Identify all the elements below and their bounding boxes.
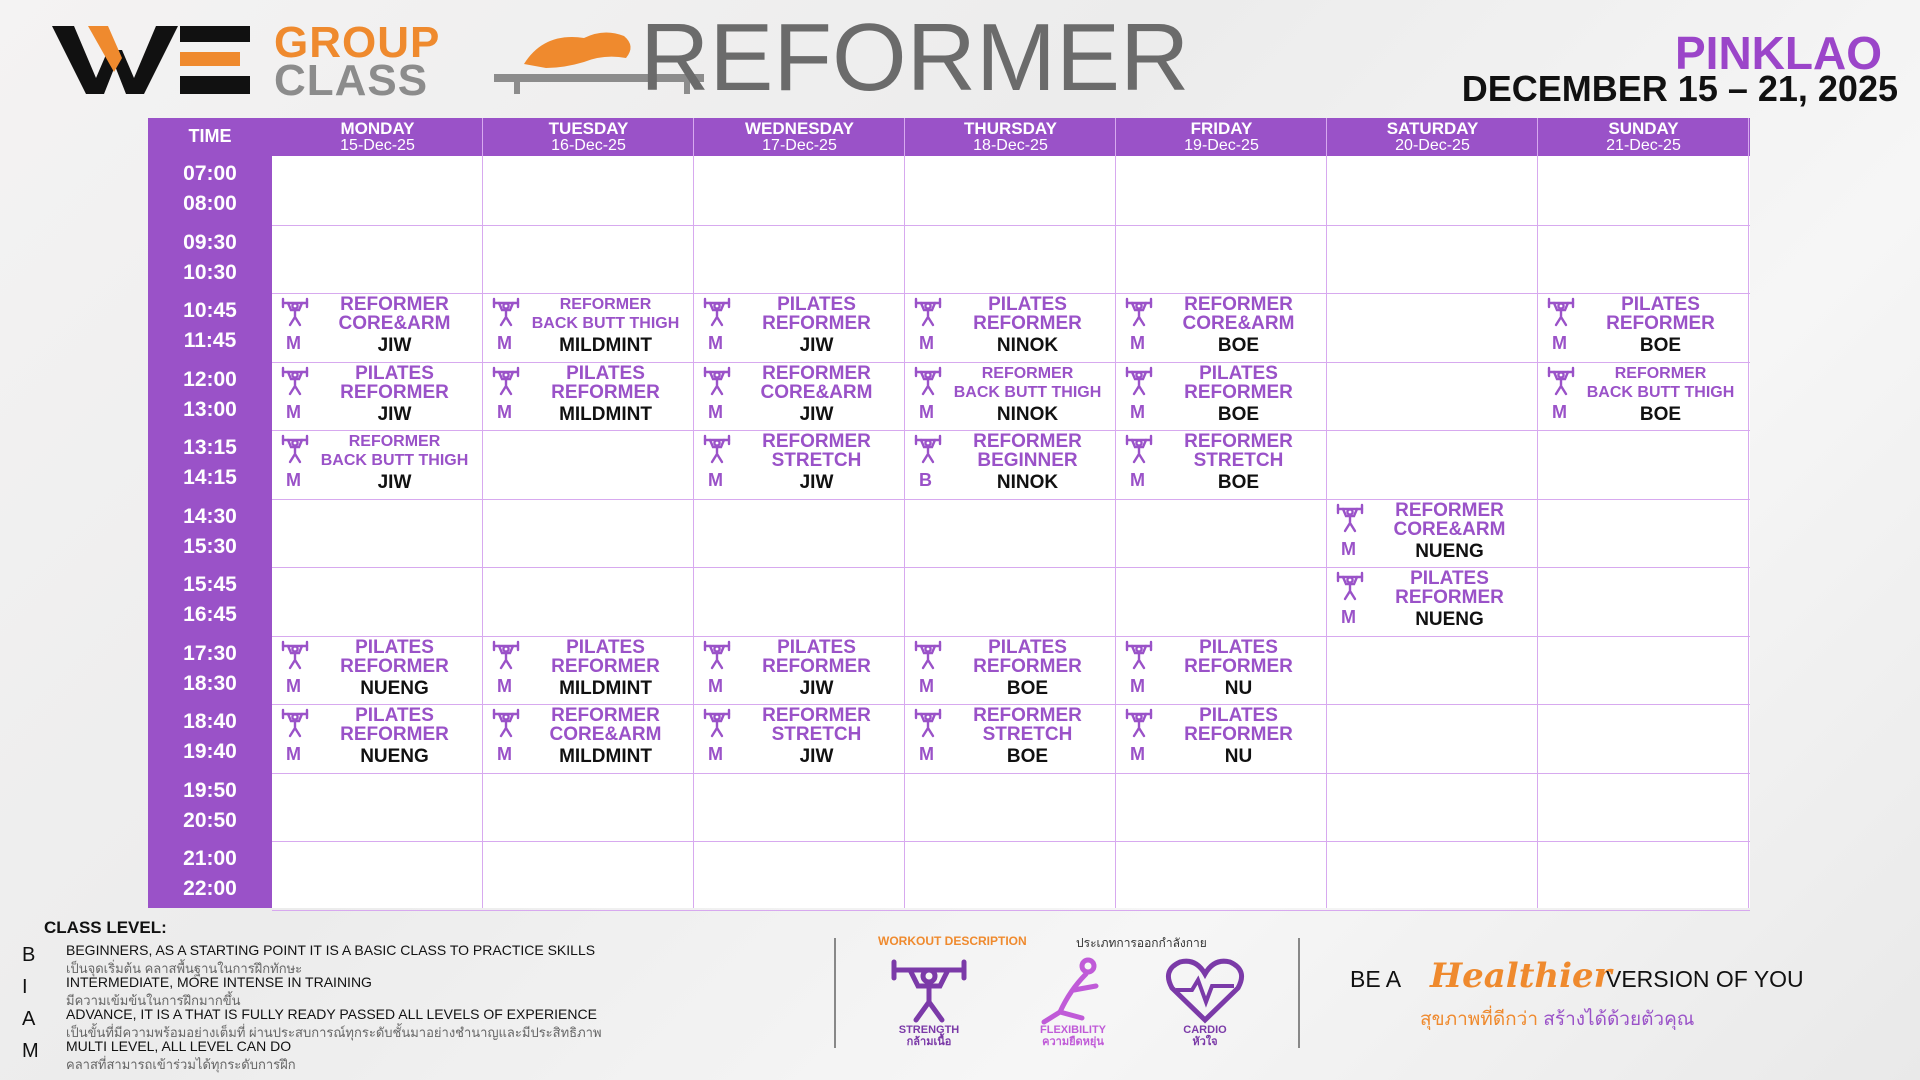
class-level-badge: M xyxy=(919,675,934,696)
class-name-line1: PILATES xyxy=(566,636,645,658)
class-cell[interactable] xyxy=(1116,704,1327,772)
class-level-badge: M xyxy=(497,675,512,696)
trainer-name: BOE xyxy=(1217,403,1260,425)
grid-line xyxy=(1748,118,1749,908)
time-label: 09:30 xyxy=(183,230,237,254)
day-name: FRIDAY xyxy=(1190,119,1253,138)
class-name-line2: REFORMER xyxy=(1606,313,1715,334)
day-header-wednesday xyxy=(694,118,905,156)
trainer-name: NINOK xyxy=(996,335,1059,356)
day-header-monday xyxy=(272,118,483,156)
workout-label-en: STRENGTH xyxy=(898,1024,960,1036)
class-name-line2: REFORMER xyxy=(340,724,449,745)
class-cell[interactable] xyxy=(1327,567,1538,635)
strength-icon xyxy=(491,640,521,670)
class-name-line2: REFORMER xyxy=(551,381,660,403)
class-name-line1: REFORMER xyxy=(1614,364,1707,382)
class-level-badge: M xyxy=(286,675,301,696)
trainer-name: NINOK xyxy=(996,403,1059,425)
trainer-name: MILDMINT xyxy=(559,403,652,425)
trainer-name: JIW xyxy=(799,472,834,493)
class-name-line2: CORE&ARM xyxy=(549,724,662,745)
strength-icon xyxy=(280,297,310,327)
class-name-line1: REFORMER xyxy=(762,705,871,726)
tagline-post: VERSION OF YOU xyxy=(1606,966,1804,992)
time-label: 11:45 xyxy=(183,329,237,352)
class-cell[interactable] xyxy=(694,362,905,430)
strength-icon xyxy=(491,708,521,738)
day-name: MONDAY xyxy=(340,119,415,138)
class-name-line1: PILATES xyxy=(988,636,1067,658)
workout-label-en: CARDIO xyxy=(1183,1024,1227,1036)
class-name-line2: REFORMER xyxy=(973,655,1082,677)
cardio-label xyxy=(1145,1024,1265,1048)
class-level-badge: M xyxy=(286,333,301,353)
day-name: SUNDAY xyxy=(1608,119,1679,138)
class-level-badge: M xyxy=(1130,333,1145,353)
class-name-line1: PILATES xyxy=(1199,636,1278,658)
day-header-sunday xyxy=(1538,118,1749,156)
class-level-badge: M xyxy=(286,470,301,490)
class-cell[interactable] xyxy=(483,704,694,772)
time-column xyxy=(148,118,272,908)
strength-icon xyxy=(1124,366,1154,396)
class-name-line2: REFORMER xyxy=(551,655,660,677)
strength-icon xyxy=(1335,503,1365,533)
class-name-line1: PILATES xyxy=(988,294,1067,315)
class-cell[interactable] xyxy=(905,704,1116,772)
class-level-badge: M xyxy=(708,333,723,353)
class-name-line1: PILATES xyxy=(355,636,434,658)
trainer-name: NUENG xyxy=(360,677,429,699)
strength-icon xyxy=(913,708,943,738)
class-name-line2: STRETCH xyxy=(1193,450,1284,471)
trainer-name: NUENG xyxy=(360,746,429,767)
class-name-line2: REFORMER xyxy=(340,381,449,403)
class-name-line2: REFORMER xyxy=(340,655,449,677)
class-name-line2: REFORMER xyxy=(762,313,871,334)
class-level-badge: M xyxy=(1552,333,1567,353)
class-name-line2: REFORMER xyxy=(1184,381,1293,403)
tagline-thai-a: สุขภาพที่ดีกว่า xyxy=(1420,1009,1539,1030)
class-cell[interactable] xyxy=(905,362,1116,430)
grid-line xyxy=(904,118,905,908)
grid-line xyxy=(272,910,1750,911)
grid-line xyxy=(482,118,483,908)
class-name-line1: REFORMER xyxy=(340,294,449,315)
level-description-thai: คลาสที่สามารถเข้าร่วมได้ทุกระดับการฝึก xyxy=(66,1057,296,1072)
trainer-name: MILDMINT xyxy=(559,335,652,356)
class-cell[interactable] xyxy=(1327,499,1538,567)
level-description-thai: เป็นจุดเริ่มต้น คลาสพื้นฐานในการฝึกทักษะ xyxy=(66,961,303,976)
time-label: 10:45 xyxy=(183,299,237,322)
class-name-line1: PILATES xyxy=(566,362,645,384)
trainer-name: BOE xyxy=(1217,472,1260,493)
class-text: CLASS xyxy=(274,56,429,105)
class-cell[interactable] xyxy=(483,362,694,430)
time-label: 07:00 xyxy=(183,162,237,185)
class-level-badge: M xyxy=(1130,744,1145,764)
class-name-line2: CORE&ARM xyxy=(338,313,451,334)
time-label: 19:50 xyxy=(183,778,237,802)
class-name-line1: PILATES xyxy=(1621,294,1700,315)
strength-icon xyxy=(1124,640,1154,670)
time-label: 08:00 xyxy=(183,192,237,215)
time-label: 12:00 xyxy=(183,367,237,391)
day-header-tuesday xyxy=(483,118,694,156)
class-name-line2: REFORMER xyxy=(1184,655,1293,677)
time-label: 17:30 xyxy=(183,641,237,665)
class-level-badge: M xyxy=(708,401,723,422)
class-cell[interactable] xyxy=(272,293,483,361)
time-label: 15:45 xyxy=(183,573,237,596)
day-name: TUESDAY xyxy=(548,119,629,138)
strength-icon xyxy=(913,434,943,464)
class-level-badge: M xyxy=(1130,675,1145,696)
flexibility-icon xyxy=(1030,956,1116,1026)
trainer-name: BOE xyxy=(1639,403,1682,425)
day-date: 16-Dec-25 xyxy=(551,137,626,154)
class-name-line1: PILATES xyxy=(1199,705,1278,726)
class-level-badge: M xyxy=(919,333,934,353)
class-cell[interactable] xyxy=(905,293,1116,361)
level-description: INTERMEDIATE, MORE INTENSE IN TRAINING xyxy=(66,974,372,990)
time-label: 15:30 xyxy=(183,534,237,558)
class-cell[interactable] xyxy=(694,430,905,498)
trainer-name: JIW xyxy=(799,335,834,356)
day-name: WEDNESDAY xyxy=(745,119,854,138)
time-label: 18:40 xyxy=(183,710,237,733)
time-label: 16:45 xyxy=(183,603,237,626)
level-letter: A xyxy=(22,1008,36,1030)
day-date: 18-Dec-25 xyxy=(973,137,1048,154)
time-label: 19:40 xyxy=(183,740,237,763)
class-level-badge: M xyxy=(708,744,723,764)
trainer-name: BOE xyxy=(1006,746,1049,767)
class-name-line2: BEGINNER xyxy=(977,450,1078,471)
class-name-line2: REFORMER xyxy=(973,313,1082,334)
trainer-name: NU xyxy=(1224,746,1253,767)
class-name-line2: BACK BUTT THIGH xyxy=(531,315,680,332)
strength-icon xyxy=(913,297,943,327)
strength-icon xyxy=(886,956,972,1026)
tagline-pre: BE A xyxy=(1350,966,1402,992)
class-cell[interactable] xyxy=(272,636,483,704)
trainer-name: JIW xyxy=(799,403,834,425)
class-name-line1: REFORMER xyxy=(973,431,1082,452)
class-level-badge: M xyxy=(919,401,934,422)
class-level-badge: M xyxy=(708,675,723,696)
strength-icon xyxy=(702,640,732,670)
class-cell[interactable] xyxy=(694,293,905,361)
workout-label-th: ความยืดหยุ่น xyxy=(1042,1036,1104,1048)
time-label: 22:00 xyxy=(183,877,237,900)
class-name-line2: BACK BUTT THIGH xyxy=(320,452,469,469)
class-name-line1: REFORMER xyxy=(559,296,652,313)
level-letter: B xyxy=(22,944,36,966)
class-level-badge: M xyxy=(919,744,934,764)
strength-icon xyxy=(1124,297,1154,327)
trainer-name: JIW xyxy=(799,677,834,699)
time-label: 21:00 xyxy=(183,847,237,870)
strength-icon xyxy=(913,640,943,670)
class-name-line1: PILATES xyxy=(777,636,856,658)
class-name-line1: REFORMER xyxy=(762,431,871,452)
reformer-title: REFORMER xyxy=(640,4,1190,111)
day-date: 21-Dec-25 xyxy=(1606,137,1681,154)
grid-line xyxy=(272,773,1750,774)
class-cell[interactable] xyxy=(483,636,694,704)
class-level-badge: M xyxy=(497,744,512,764)
trainer-name: NU xyxy=(1224,677,1253,699)
workout-title-th: ประเภทการออกกำลังกาย xyxy=(1076,936,1207,950)
class-name-line2: REFORMER xyxy=(1184,724,1293,745)
class-level-badge: M xyxy=(1130,470,1145,490)
strength-icon xyxy=(1546,297,1576,327)
day-date: 20-Dec-25 xyxy=(1395,137,1470,154)
class-cell[interactable] xyxy=(905,636,1116,704)
strength-icon xyxy=(491,366,521,396)
class-level-badge: M xyxy=(286,401,301,422)
level-letter: M xyxy=(22,1040,39,1062)
class-cell[interactable] xyxy=(1116,430,1327,498)
class-level-title: CLASS LEVEL: xyxy=(44,918,167,937)
class-name-line1: REFORMER xyxy=(1184,294,1293,315)
class-level-badge: M xyxy=(1341,607,1356,627)
class-cell[interactable] xyxy=(1538,293,1749,361)
day-date: 15-Dec-25 xyxy=(340,137,415,154)
strength-icon xyxy=(280,708,310,738)
time-label: 10:30 xyxy=(183,260,237,284)
class-cell[interactable] xyxy=(1116,362,1327,430)
class-level-badge: M xyxy=(497,401,512,422)
class-name-line2: STRETCH xyxy=(771,450,862,471)
time-header: TIME xyxy=(188,126,232,146)
trainer-name: NUENG xyxy=(1415,540,1484,562)
level-description: BEGINNERS, AS A STARTING POINT IT IS A BASIC CLASS TO PRACTICE SKILLS xyxy=(66,942,596,958)
trainer-name: BOE xyxy=(1639,335,1682,356)
class-name-line1: PILATES xyxy=(355,362,434,384)
trainer-name: BOE xyxy=(1006,677,1049,699)
time-label: 14:30 xyxy=(183,504,237,528)
class-level-badge: B xyxy=(919,470,932,490)
workout-title: WORKOUT DESCRIPTION xyxy=(878,934,1027,948)
class-name-line1: REFORMER xyxy=(348,433,441,450)
day-date: 19-Dec-25 xyxy=(1184,137,1259,154)
class-level-badge: M xyxy=(286,744,301,764)
date-range: DECEMBER 15 – 21, 2025 xyxy=(1461,68,1898,109)
class-cell[interactable] xyxy=(272,430,483,498)
schedule-table xyxy=(148,118,1750,908)
strength-icon xyxy=(280,366,310,396)
strength-icon xyxy=(702,708,732,738)
class-name-line1: REFORMER xyxy=(973,705,1082,726)
level-description: MULTI LEVEL, ALL LEVEL CAN DO xyxy=(66,1038,292,1054)
strength-icon xyxy=(491,297,521,327)
cardio-icon xyxy=(1162,956,1248,1026)
trainer-name: BOE xyxy=(1217,335,1260,356)
day-date: 17-Dec-25 xyxy=(762,137,837,154)
group-text: GROUP xyxy=(274,18,441,67)
class-name-line2: CORE&ARM xyxy=(1182,313,1295,334)
class-name-line2: BACK BUTT THIGH xyxy=(953,383,1102,401)
strength-icon xyxy=(702,297,732,327)
strength-icon xyxy=(1546,366,1576,396)
strength-icon xyxy=(702,366,732,396)
strength-icon xyxy=(280,640,310,670)
grid-line xyxy=(272,841,1750,842)
time-label: 18:30 xyxy=(183,671,237,695)
trainer-name: JIW xyxy=(377,472,412,493)
flexibility-label xyxy=(1013,1024,1133,1048)
class-name-line2: BACK BUTT THIGH xyxy=(1586,383,1735,401)
day-name: THURSDAY xyxy=(964,119,1057,138)
class-name-line2: REFORMER xyxy=(762,655,871,677)
class-cell[interactable] xyxy=(694,636,905,704)
class-name-line1: PILATES xyxy=(1410,568,1489,589)
class-cell[interactable] xyxy=(905,430,1116,498)
workout-label-th: กล้ามเนื้อ xyxy=(906,1036,952,1048)
class-cell[interactable] xyxy=(1116,636,1327,704)
tagline-thai xyxy=(1420,1004,1694,1034)
day-name: SATURDAY xyxy=(1386,119,1479,138)
divider xyxy=(834,938,836,1048)
class-name-line2: CORE&ARM xyxy=(1393,518,1506,540)
class-name-line2: STRETCH xyxy=(771,724,862,745)
class-name-line2: REFORMER xyxy=(1395,587,1504,608)
workout-label-en: FLEXIBILITY xyxy=(1040,1024,1106,1036)
day-header-friday xyxy=(1116,118,1327,156)
class-level-badge: M xyxy=(708,470,723,490)
class-cell[interactable] xyxy=(272,362,483,430)
time-label: 20:50 xyxy=(183,808,237,832)
class-name-line1: PILATES xyxy=(777,294,856,315)
day-header-row xyxy=(272,118,1750,156)
class-cell[interactable] xyxy=(272,704,483,772)
class-name-line1: REFORMER xyxy=(981,364,1074,382)
class-cell[interactable] xyxy=(483,293,694,361)
tagline-thai-b: สร้างได้ด้วยตัวคุณ xyxy=(1543,1009,1695,1030)
strength-icon xyxy=(1124,434,1154,464)
strength-icon xyxy=(1335,571,1365,601)
trainer-name: MILDMINT xyxy=(559,677,652,699)
strength-icon xyxy=(702,434,732,464)
class-name-line2: STRETCH xyxy=(982,724,1073,745)
class-level-badge: M xyxy=(1130,401,1145,422)
time-label: 13:15 xyxy=(183,436,237,459)
strength-icon xyxy=(1124,708,1154,738)
time-label: 14:15 xyxy=(183,466,237,489)
we-logo xyxy=(52,20,252,96)
strength-icon xyxy=(913,366,943,396)
day-header-thursday xyxy=(905,118,1116,156)
class-level-badge: M xyxy=(1552,401,1567,422)
trainer-name: JIW xyxy=(377,335,412,356)
trainer-name: MILDMINT xyxy=(559,746,652,767)
level-description-thai: มีความเข้มข้นในการฝึกมากขึ้น xyxy=(66,993,241,1008)
class-cell[interactable] xyxy=(1116,293,1327,361)
workout-label-th: หัวใจ xyxy=(1192,1036,1218,1048)
class-name-line1: PILATES xyxy=(1199,362,1278,384)
trainer-name: JIW xyxy=(377,403,412,425)
grid-line xyxy=(272,225,1750,226)
level-description: ADVANCE, IT IS A THAT IS FULLY READY PASSED ALL LEVELS OF EXPERIENCE xyxy=(66,1006,597,1022)
divider xyxy=(1298,938,1300,1048)
class-cell[interactable] xyxy=(694,704,905,772)
class-name-line1: REFORMER xyxy=(551,705,660,726)
branch-name: PINKLAO xyxy=(1675,27,1882,79)
class-name-line1: REFORMER xyxy=(1184,431,1293,452)
trainer-name: NINOK xyxy=(996,472,1059,493)
strength-icon xyxy=(280,434,310,464)
grid-line xyxy=(1115,118,1116,908)
strength-label xyxy=(869,1024,989,1048)
class-name-line2: CORE&ARM xyxy=(760,381,873,403)
grid-line xyxy=(693,118,694,908)
class-name-line1: REFORMER xyxy=(762,362,871,384)
class-level-badge: M xyxy=(1341,538,1356,559)
trainer-name: NUENG xyxy=(1415,609,1484,630)
class-level-badge: M xyxy=(497,333,512,353)
level-letter: I xyxy=(22,976,28,998)
class-cell[interactable] xyxy=(1538,362,1749,430)
time-label: 13:00 xyxy=(183,397,237,421)
level-description-thai: เป็นขั้นที่มีความพร้อมอย่างเต็มที่ ผ่านประสบการณ์ทุกระดับชั้นมาอย่างชำนาญและมีประสิทธิภาพ xyxy=(66,1025,602,1040)
class-name-line1: REFORMER xyxy=(1395,499,1504,521)
day-header-saturday xyxy=(1327,118,1538,156)
class-name-line1: PILATES xyxy=(355,705,434,726)
tagline-highlight: Healthier xyxy=(1430,956,1612,996)
trainer-name: JIW xyxy=(799,746,834,767)
